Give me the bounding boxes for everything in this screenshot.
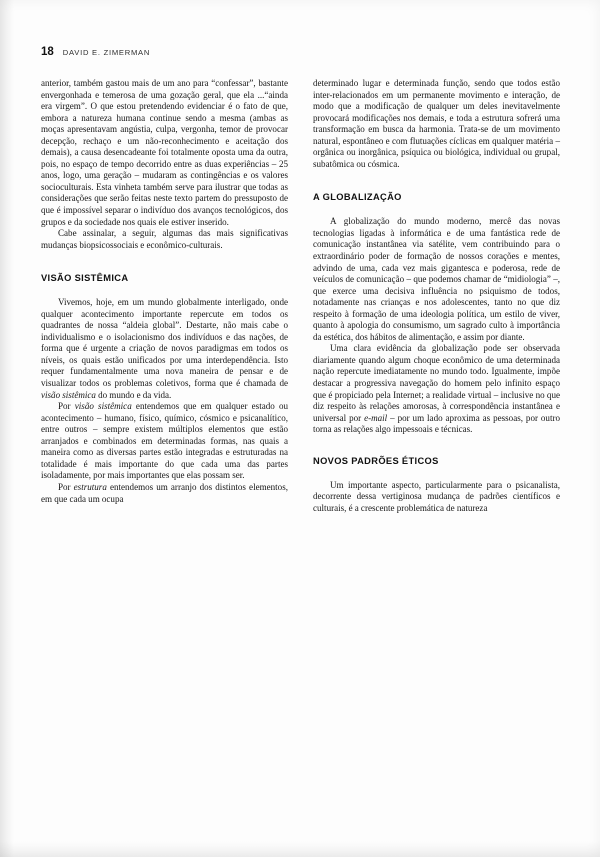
scan-edge-shading-left (0, 0, 14, 857)
section-heading-visao-sistemica: VISÃO SISTÊMICA (41, 273, 129, 284)
spacer-before-heading (41, 251, 288, 273)
column-left (41, 78, 288, 823)
spacer-before-heading-eticos (313, 436, 560, 456)
paragraph-evidencia-text: Uma clara evidência da globalização pode ser observada diariamente quando algum choque econômico de uma determinada nação repercute imediatamente no mundo todo. Igualmente, impõe destacar a progressiva navegação do homem pelo infinito espaço que é propiciado pela Internet; a realidade virtual – inclusive no que diz respeito às relações amorosas, à correspondência instantânea e universal por (313, 343, 560, 423)
running-title-author: DAVID E. ZIMERMAN (62, 48, 151, 57)
italic-estrutura: estrutura (73, 481, 107, 492)
spacer-before-heading-globalizacao (313, 170, 560, 192)
paragraph-por-estrutura-text: entendemos um arranjo dos distintos elementos, em que cada um ocupa (41, 481, 288, 504)
spacer-after-heading (41, 283, 288, 297)
italic-visao-sistemica-1: visão sistêmica (41, 389, 96, 400)
paragraph-evidencia-text-after: – por um lado aproxima as pessoas, por outro torna as relações algo impessoais e técnicas. (313, 412, 561, 435)
paragraph-vivemos-text: Vivemos, hoje, em um mundo globalmente interligado, onde qualquer acontecimento importante repercute em todos os quadrantes de nossa “aldeia global”. Destarte, não mais cabe o individualismo e o isolacionismo dos indivíduos e das nações, de forma que é urgente a criação de novos paradigmas em todos os níveis, os quais estão unificados por uma interdependência. Isto requer fundamentalmente uma nova maneira de pensar e de visualizar todos os problemas coletivos, forma que é chamada de (41, 297, 288, 389)
running-head (41, 46, 150, 58)
paragraph-por-visao-text: entendemos que em qualquer estado ou acontecimento – humano, físico, químico, cósmico e psicanalítico, entre outros – sempre existem múltiplos elementos que estão arranjados e combinados em determinadas formas, nas quais a maneira como as diversas partes estão integradas e estruturadas na totalidade é mais importante do que cada uma das partes isoladamente, por mais importantes que elas possam ser. (41, 401, 289, 481)
page-number: 18 (41, 46, 54, 58)
paragraph-por-visao-sistemica (41, 401, 288, 482)
section-heading-novos-padroes-eticos: NOVOS PADRÕES ÉTICOS (313, 455, 439, 466)
paragraph-cabe-assinalar: Cabe assinalar, a seguir, algumas das mais significativas mudanças biopsicossociais e econômico-culturais. (41, 228, 288, 250)
paragraph-uma-clara-evidencia (313, 343, 560, 435)
scan-edge-shading-bottom (0, 841, 600, 857)
paragraph-vivemos-hoje (41, 297, 288, 401)
italic-email: e-mail (364, 412, 388, 423)
section-heading-a-globalizacao: A GLOBALIZAÇÃO (313, 192, 402, 203)
column-right (313, 78, 560, 823)
paragraph-determinado-lugar: determinado lugar e determinada função, sendo que todos estão inter-relacionados em um permanente movimento e interação, de modo que a modificação de qualquer um deles inevitavelmente provocará modificações nos demais, e toda a estrutura sofrerá uma transformação em busca da harmonia. Trata-se de um movimento natural, espontâneo e com flutuações cíclicas em qualquer matéria – orgânica ou inorgânica, psíquica ou biológica, individual ou grupal, subatômica ou cósmica. (313, 78, 560, 169)
paragraph-vivemos-text-after: do mundo e da vida. (95, 389, 172, 400)
paragraph-por-estrutura (41, 482, 288, 505)
italic-visao-sistemica-2: visão sistêmica (74, 401, 132, 412)
paragraph-a-globalizacao: A globalização do mundo moderno, mercê das novas tecnologias ligadas à informática e de uma fantástica rede de comunicação instantânea via satélite, vem contribuindo para o extraordinário poder de formação de nossos corações e mentes, advindo de uma, cada vez mais gigantesca e poderosa, rede de veículos de comunicação – que podemos chamar de “midiologia” –, que exerce uma decisiva influência no psiquismo de todos, notadamente nas crianças e nos adolescentes, tanto no que diz respeito à formação de uma ideologia política, um estilo de viver, quanto à apologia do consumismo, um sagrado culto à importância da estética, dos hábitos de alimentação, e assim por diante. (313, 216, 560, 342)
spacer-after-heading-eticos (313, 466, 560, 480)
text-columns (41, 78, 560, 823)
paragraph-continuation: anterior, também gastou mais de um ano para “confessar”, bastante envergonhada e temerosa de uma gozação geral, que ela ...“ainda era virgem”. O que estou pretendendo evidenciar é o fato de que, embora a natureza humana continue sendo a mesma (ambas as moças apresentavam angústia, culpa, vergonha, temor de provocar decepção, rechaço e um não-reconhecimento e aceitação dos demais), a causa desencadeante foi totalmente oposta uma da outra, pois, no espaço de tempo decorrido entre as duas experiências – 25 anos, logo, uma geração – mudaram as contingências e os valores socioculturais. Esta vinheta também serve para ilustrar que todas as considerações que serão feitas neste texto partem do pressuposto de que é impossível separar o indivíduo dos avanços tecnológicos, dos grupos e da sociedade nos quais ele estiver inserido. (41, 78, 288, 227)
paragraph-por-visao-text-before: Por (58, 401, 75, 412)
paragraph-um-importante-aspecto: Um importante aspecto, particularmente para o psicanalista, decorrente dessa vertiginosa mudança de padrões científicos e culturais, é a crescente problemática de natureza (313, 479, 560, 513)
paragraph-por-estrutura-text-before: Por (58, 481, 74, 492)
spacer-after-heading-globalizacao (313, 202, 560, 216)
